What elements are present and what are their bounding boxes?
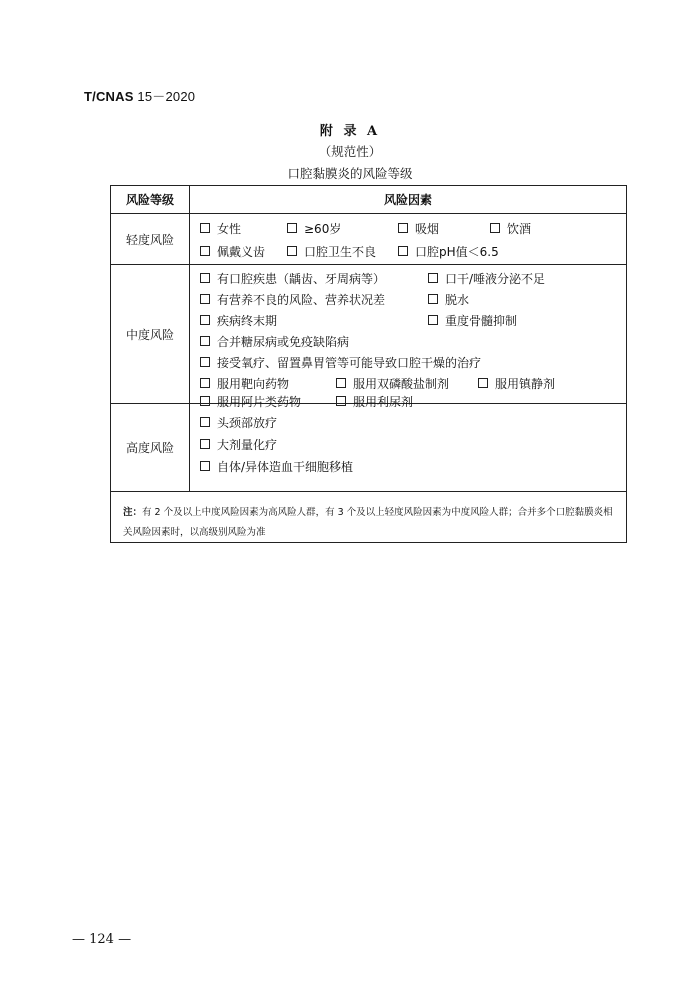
checkbox-icon — [200, 417, 210, 427]
checkbox-item: 合并糖尿病或免疫缺陷病 — [200, 335, 349, 349]
checkbox-icon — [200, 246, 210, 256]
checkbox-item: 口干/唾液分泌不足 — [428, 272, 545, 286]
high-risk-row — [111, 404, 626, 492]
annex-type: （规范性） — [318, 144, 382, 159]
checkbox-icon — [428, 315, 438, 325]
checkbox-item: 服用镇静剂 — [478, 377, 555, 391]
checkbox-icon — [200, 357, 210, 367]
high-risk-label: 高度风险 — [111, 404, 190, 491]
checkbox-icon — [490, 223, 500, 233]
checkbox-item: 女性 — [200, 222, 241, 236]
checkbox-item: 服用靶向药物 — [200, 377, 289, 391]
checkbox-item: 佩戴义齿 — [200, 245, 265, 259]
checkbox-item: 口腔pH值＜6.5 — [398, 245, 499, 259]
checkbox-icon — [200, 294, 210, 304]
checkbox-item: 接受氧疗、留置鼻胃管等可能导致口腔干燥的治疗 — [200, 356, 481, 370]
checkbox-item: 服用阿片类药物 — [200, 395, 301, 409]
mild-risk-label: 轻度风险 — [111, 214, 190, 264]
high-risk-factors — [190, 404, 626, 491]
mild-risk-row — [111, 214, 626, 265]
note-body: 有 2 个及以上中度风险因素为高风险人群，有 3 个及以上轻度风险因素为中度风险人群；合并多个口腔黏膜炎相关风险因素时，以高级别风险为准 — [123, 507, 613, 538]
document-id-prefix: T/CNAS — [84, 89, 134, 104]
risk-level-table — [110, 185, 627, 543]
checkbox-item: 口腔卫生不良 — [287, 245, 376, 259]
moderate-risk-label: 中度风险 — [111, 265, 190, 403]
checkbox-icon — [398, 223, 408, 233]
checkbox-icon — [287, 223, 297, 233]
checkbox-item: 有营养不良的风险、营养状况差 — [200, 293, 385, 307]
checkbox-icon — [200, 223, 210, 233]
checkbox-item: 重度骨髓抑制 — [428, 314, 517, 328]
checkbox-icon — [200, 461, 210, 471]
checkbox-item: 大剂量化疗 — [200, 438, 277, 452]
checkbox-item: 吸烟 — [398, 222, 439, 236]
checkbox-item: ≥60岁 — [287, 222, 341, 236]
checkbox-icon — [478, 378, 488, 388]
checkbox-item: 疾病终末期 — [200, 314, 277, 328]
table-title: 口腔黏膜炎的风险等级 — [287, 166, 413, 181]
document-id-number: 15－2020 — [137, 89, 196, 104]
mild-risk-factors — [190, 214, 626, 264]
note-row — [111, 492, 626, 542]
checkbox-icon — [200, 439, 210, 449]
checkbox-icon — [200, 378, 210, 388]
annex-label: 附 录 A — [319, 124, 381, 139]
checkbox-icon — [428, 294, 438, 304]
checkbox-icon — [200, 336, 210, 346]
moderate-risk-factors — [190, 265, 626, 409]
moderate-risk-row — [111, 265, 626, 409]
checkbox-item: 饮酒 — [490, 222, 531, 236]
note-label: 注： — [123, 507, 143, 518]
checkbox-icon — [398, 246, 408, 256]
table-header-row — [111, 186, 626, 214]
checkbox-icon — [200, 315, 210, 325]
header-risk-factors: 风险因素 — [383, 193, 432, 207]
checkbox-item: 服用双磷酸盐制剂 — [336, 377, 449, 391]
page-number: — 124 — — [72, 932, 132, 947]
document-id — [84, 86, 195, 105]
checkbox-item: 头颈部放疗 — [200, 416, 277, 430]
checkbox-icon — [287, 246, 297, 256]
header-risk-level: 风险等级 — [111, 186, 190, 213]
table-note — [123, 503, 618, 543]
checkbox-icon — [428, 273, 438, 283]
checkbox-item: 自体/异体造血干细胞移植 — [200, 460, 353, 474]
checkbox-icon — [336, 378, 346, 388]
checkbox-item: 服用利尿剂 — [336, 395, 413, 409]
checkbox-item: 有口腔疾患（龋齿、牙周病等） — [200, 272, 385, 286]
checkbox-item: 脱水 — [428, 293, 469, 307]
checkbox-icon — [200, 273, 210, 283]
